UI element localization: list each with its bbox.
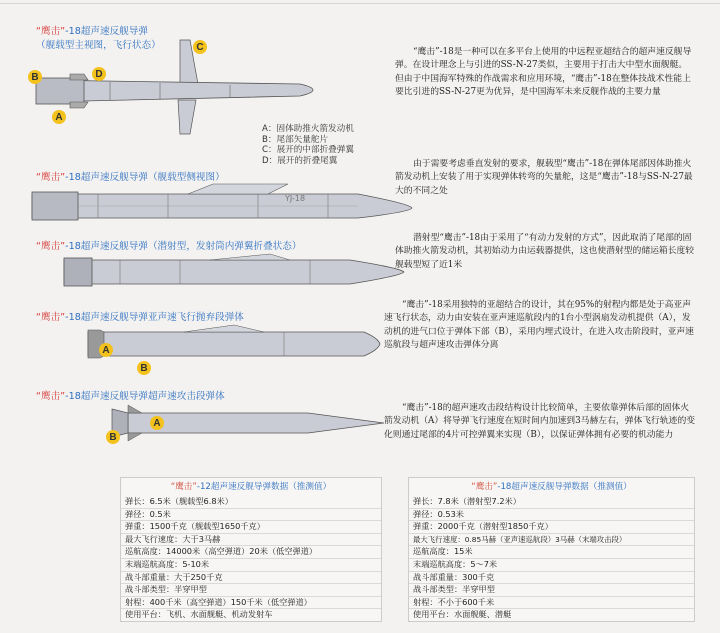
callout-a-stage4: A: [99, 343, 113, 357]
paragraph-5: “鹰击”-18的超声速攻击段结构设计比较简单，主要依靠弹体后部的固体火箭发动机（A）将导弹飞行速度在短时间内加速到3马赫左右，弹体飞行轨迹的变化则通过尾部的4片可控弹翼来实现（B），以保证弹体拥有必要的机动能力: [384, 403, 696, 440]
table-row: 弹重：2000千克（潜射型1850千克）: [409, 521, 694, 534]
data-table-left: [120, 477, 382, 622]
callout-b-stage4: B: [137, 361, 151, 375]
section-title-2: “鹰击”-18超声速反舰导弹（舰载型侧视图）: [36, 172, 225, 183]
missile-subsonic-stage: [84, 324, 384, 364]
callout-c: C: [193, 40, 207, 54]
paragraph-3: 潜射型“鹰击”-18由于采用了“有动力发射的方式”，因此取消了尾部的固体助推火箭发动机，其初始动力由运载器提供，这也使潜射型的储运箱长度较舰载型短了近1米: [395, 233, 695, 270]
table-row: 战斗部类型：半穿甲型: [409, 584, 694, 597]
table-row: 弹长：7.8米（潜射型7.2米）: [409, 496, 694, 509]
paragraph-2: 由于需要考虑垂直发射的要求，舰载型“鹰击”-18在弹体尾部因体助推火箭发动机上安装了用于实现弹体转弯的矢量舵，这是“鹰击”-18与SS-N-27最大的不同之处: [395, 159, 693, 196]
table-row: 末端巡航高度：5-10米: [121, 559, 381, 572]
table-row: 使用平台：飞机、水面舰艇、机动发射车: [125, 609, 273, 620]
data-table-right-title: “鹰击”-18超声速反舰导弹数据（推测值）: [471, 482, 632, 492]
missile-side-view: [28, 180, 418, 230]
legend-item-a: A：固体助推火箭发动机: [262, 124, 354, 134]
table-row: 最大飞行速度：大于3马赫: [121, 534, 381, 547]
table-row: 巡航高度：15米: [409, 546, 694, 559]
table-row: 射程：不小于600千米: [409, 597, 694, 610]
callout-a: A: [52, 110, 66, 124]
section-title-5: “鹰击”-18超声速反舰导弹超声速攻击段弹体: [36, 391, 225, 402]
table-row: 弹径：0.53米: [409, 509, 694, 522]
section-title-3: “鹰击”-18超声速反舰导弹（潜射型，发射筒内弹翼折叠状态）: [36, 241, 302, 252]
legend-item-c: C：展开的中部折叠弹翼: [262, 145, 354, 156]
data-table-right: [408, 477, 695, 622]
callout-a-stage5: A: [150, 416, 164, 430]
callout-d: D: [92, 67, 106, 81]
table-row: 战斗部重量：300千克: [409, 572, 694, 585]
legend-item-d: D：展开的折叠尾翼: [262, 155, 338, 166]
callout-b-stage5: B: [106, 430, 120, 444]
data-table-left-title: “鹰击”-12超声速反舰导弹数据（推测值）: [170, 482, 332, 492]
section-title-4: “鹰击”-18超声速反舰导弹亚声速飞行抛弃段弹体: [36, 312, 244, 323]
table-row: 弹重：1500千克（舰载型1650千克）: [121, 521, 381, 534]
callout-b: B: [28, 70, 42, 84]
table-row: 最大飞行速度：0.85马赫（亚声速巡航段）3马赫（末端攻击段）: [409, 534, 694, 547]
table-row: 弹长：6.5米（舰载型6.8米）: [121, 496, 381, 509]
legend: [262, 124, 354, 166]
table-row: 弹径：0.5米: [121, 509, 381, 522]
paragraph-4: “鹰击”-18采用独特的亚超结合的设计，其在95%的射程内都是处于高亚声速飞行状态，动力由安装在亚声速巡航段内的1台小型涡扇发动机提供（A），发动机的进气口位于弹体下部（B），采用内埋式设计，在进入攻击阶段时，亚声速巡航段与超声速攻击弹体分离: [384, 300, 694, 351]
table-row: 巡航高度：14000米（高空弹道）20米（低空弹道）: [121, 546, 381, 559]
table-row: 战斗部类型：半穿甲型: [121, 584, 381, 597]
paragraph-1: “鹰击”-18是一种可以在多平台上使用的中远程亚超结合的超声速反舰导弹。在设计理念上与引进的SS-N-27类似，主要用于打击大中型水面舰艇。但由于中国海军特殊的作战需求和应用环境，“鹰击”-18在整体技战术性能上要比引进的SS-N-27更为优异，是中国海军未来反舰作战的主要力量: [395, 47, 692, 98]
legend-item-b: B：尾部矢量舵片: [262, 134, 329, 145]
section-title-1: “鹰击”-18超声速反舰导弹: [36, 26, 148, 37]
section-subtitle-1: （舰载型主视图，飞行状态）: [36, 40, 161, 51]
table-row: 战斗部重量：大于250千克: [121, 572, 381, 585]
table-row: 末端巡航高度：5～7米: [409, 559, 694, 572]
table-row: 射程：400千米（高空弹道）150千米（低空弹道）: [121, 597, 381, 610]
top-rule: [0, 3, 720, 4]
table-row: 使用平台：水面舰艇、潜艇: [413, 609, 512, 620]
missile-marking: YJ-18: [285, 194, 306, 203]
missile-sub-launched: [60, 252, 410, 292]
